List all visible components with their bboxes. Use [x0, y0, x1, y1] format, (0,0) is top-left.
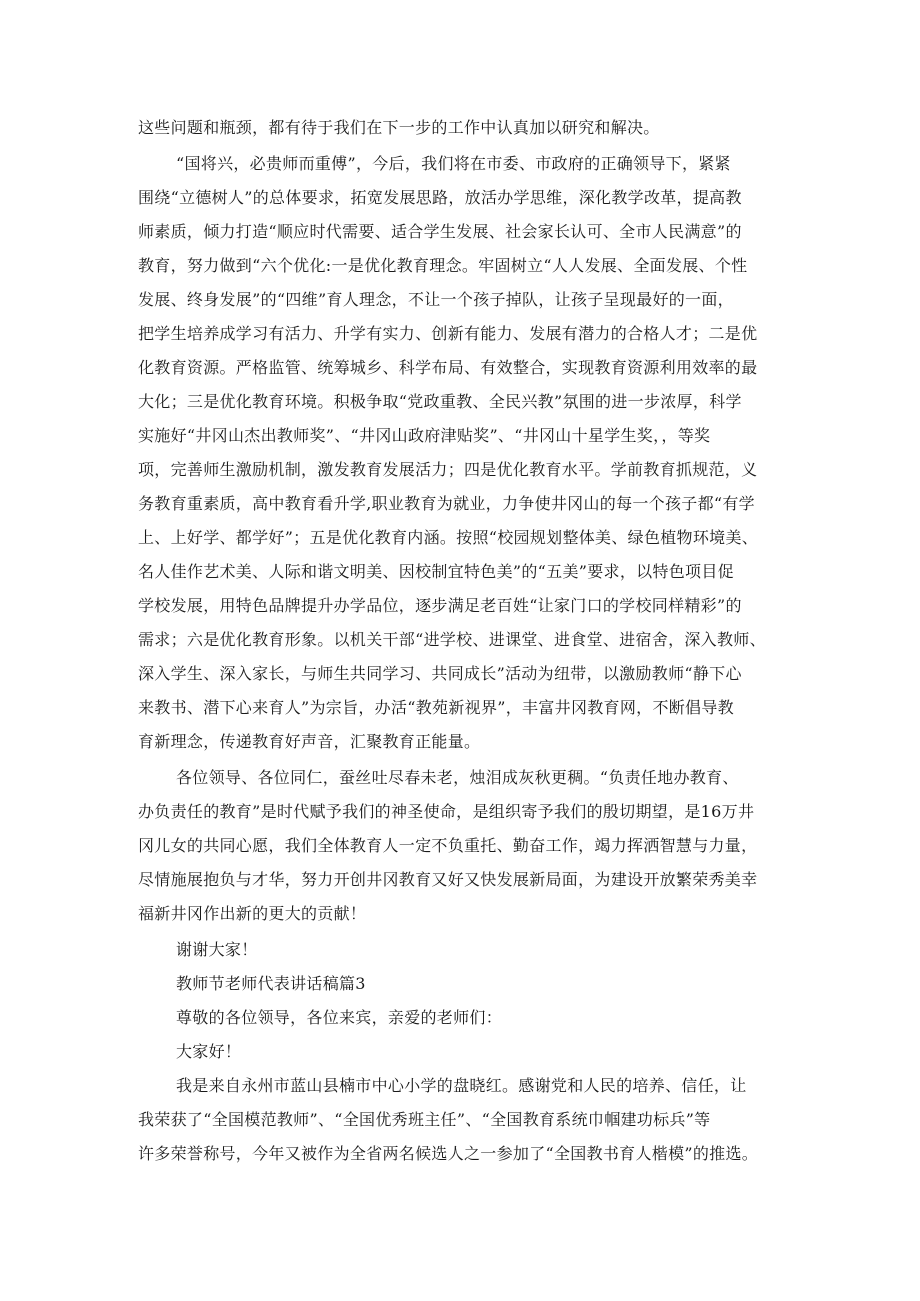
paragraph-line: 谢谢大家！ — [176, 940, 258, 959]
paragraph-line: 我是来自永州市蓝山县楠市中心小学的盘晓红。感谢党和人民的培养、信任，让 — [176, 1076, 747, 1095]
paragraph-line: 需求；六是优化教育形象。以机关干部“进学校、进课堂、进食堂、进宿舍，深入教师、 — [138, 630, 766, 649]
paragraph-line: 围绕“立德树人”的总体要求，拓宽发展思路，放活办学思维，深化教学改革，提高教 — [138, 188, 742, 207]
paragraph-line: 教育，努力做到“六个优化:一是优化教育理念。牢固树立“人人发展、全面发展、个性 — [138, 256, 748, 275]
paragraph-line: 办负责任的教育”是时代赋予我们的神圣使命，是组织寄予我们的殷切期望，是16万井 — [138, 802, 755, 821]
paragraph-line: 我荣获了“全国模范教师”、“全国优秀班主任”、“全国教育系统巾帼建功标兵”等 — [138, 1110, 711, 1129]
section-heading: 教师节老师代表讲话稿篇3 — [176, 974, 366, 993]
paragraph-line: 尊敬的各位领导，各位来宾，亲爱的老师们： — [176, 1008, 503, 1027]
paragraph-line: 冈儿女的共同心愿，我们全体教育人一定不负重托、勤奋工作，竭力挥洒智慧与力量， — [138, 836, 758, 855]
paragraph-line: 实施好“井冈山杰出教师奖”、“井冈山政府津贴奖”、“井冈山十星学生奖，，等奖 — [138, 426, 711, 445]
paragraph-line: 发展、终身发展”的“四维”育人理念，不让一个孩子掉队，让孩子呈现最好的一面， — [138, 290, 734, 309]
paragraph-line: 各位领导、各位同仁，蚕丝吐尽春未老，烛泪成灰秋更稠。“负责任地办教育、 — [176, 768, 739, 787]
paragraph-line: 大家好！ — [176, 1042, 242, 1061]
paragraph-line: 福新井冈作出新的更大的贡献！ — [138, 904, 367, 923]
paragraph-line: 务教育重素质，高中教育看升学,职业教育为就业，力争使井冈山的每一个孩子都“有学 — [138, 494, 755, 513]
paragraph-line: 许多荣誉称号，今年又被作为全省两名候选人之一参加了“全国教书育人楷模”的推选。 — [138, 1144, 759, 1163]
paragraph-line: 项，完善师生激励机制，激发教育发展活力；四是优化教育水平。学前教育抓规范，义 — [138, 460, 758, 479]
paragraph-line: “国将兴，必贵师而重傅”，今后，我们将在市委、市政府的正确领导下，紧紧 — [176, 154, 731, 173]
paragraph-line: 这些问题和瓶颈，都有待于我们在下一步的工作中认真加以研究和解决。 — [138, 118, 660, 137]
paragraph-line: 学校发展，用特色品牌提升办学品位，逐步满足老百姓“让家门口的学校同样精彩”的 — [138, 596, 742, 615]
paragraph-line: 上、上好学、都学好”；五是优化教育内涵。按照“校园规划整体美、绿色植物环境美、 — [138, 528, 759, 547]
paragraph-line: 深入学生、深入家长，与师生共同学习、共同成长”活动为纽带，以激励教师“静下心 — [138, 664, 742, 683]
paragraph-line: 师素质，倾力打造“顺应时代需要、适合学生发展、社会家长认可、全市人民满意”的 — [138, 222, 742, 241]
paragraph-line: 来教书、潜下心来育人”为宗旨，办活“教苑新视界”，丰富井冈教育网，不断倡导教 — [138, 698, 734, 717]
paragraph-line: 尽情施展抱负与才华，努力开创井冈教育又好又快发展新局面，为建设开放繁荣秀美幸 — [138, 870, 758, 889]
paragraph-line: 名人佳作艺术美、人际和谐文明美、因校制宜特色美”的“五美”要求，以特色项目促 — [138, 562, 734, 581]
paragraph-line: 育新理念，传递教育好声音，汇聚教育正能量。 — [138, 732, 481, 751]
paragraph-line: 大化；三是优化教育环境。积极争取“党政重教、全民兴教”氛围的进一步浓厚，科学 — [138, 392, 742, 411]
paragraph-line: 把学生培养成学习有活力、升学有实力、创新有能力、发展有潜力的合格人才；二是优 — [138, 324, 758, 343]
paragraph-line: 化教育资源。严格监管、统筹城乡、科学布局、有效整合，实现教育资源利用效率的最 — [138, 358, 758, 377]
